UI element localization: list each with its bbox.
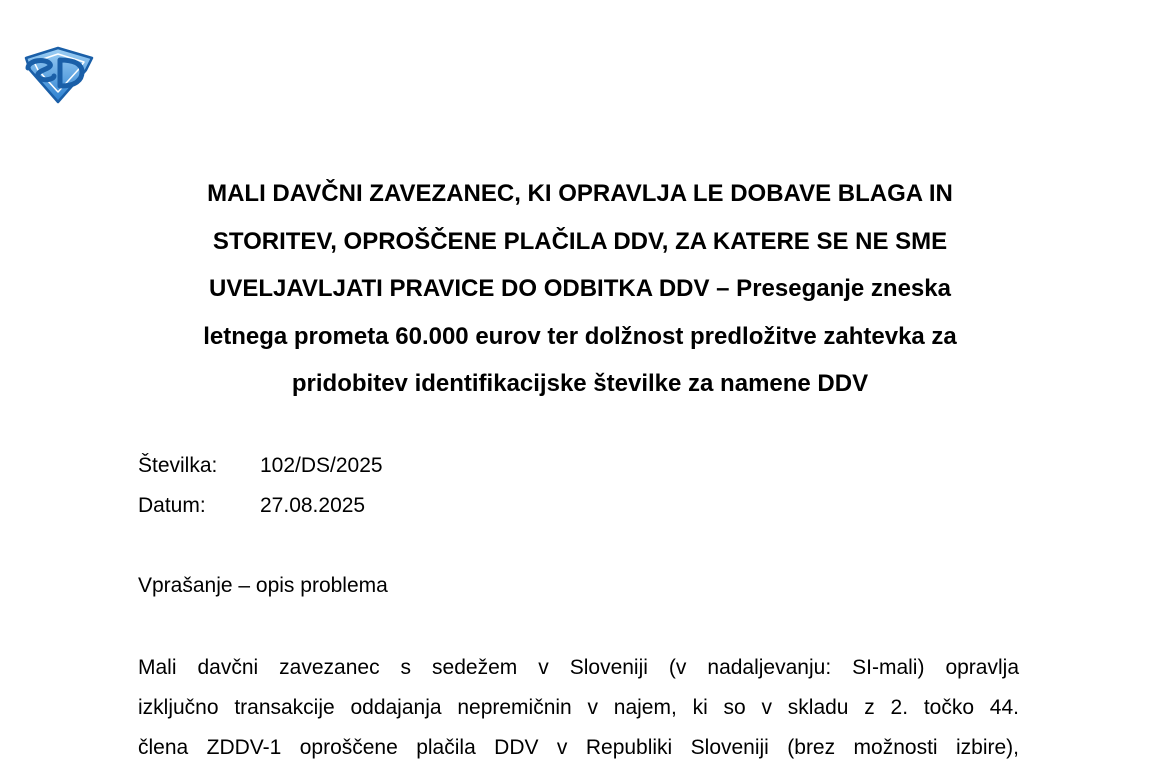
document-number-value: 102/DS/2025 [260,454,383,477]
document-title [140,170,1020,408]
title-line-1: MALI DAVČNI ZAVEZANEC, KI OPRAVLJA LE DOBAVE BLAGA IN [207,180,953,207]
title-line-2: STORITEV, OPROŠČENE PLAČILA DDV, ZA KATERE SE NE SME [212,227,948,255]
sd-logo-icon [20,46,96,104]
body-paragraph [138,648,1019,768]
title-line-3: UVELJAVLJATI PRAVICE DO ODBITKA DDV – Preseganje zneska [209,275,951,302]
title-line-4: letnega prometa 60.000 eurov ter dolžnost predložitve zahtevka za [203,322,957,350]
body-line-1: Mali davčni zavezanec s sedežem v Sloveniji (v nadaljevanju: SI-mali) opravlja [138,656,1019,679]
title-line-5: pridobitev identifikacijske številke za namene DDV [291,370,869,397]
section-heading: Vprašanje – opis problema [138,574,388,597]
document-number-label: Številka: [138,454,218,477]
body-line-2: izključno transakcije oddajanja nepremičnin v najem, ki so v skladu z 2. točko 44. [138,696,1019,719]
document-date-label: Datum: [138,494,206,517]
document-number-row [138,453,383,479]
document-date-row [138,493,365,519]
document-date-value: 27.08.2025 [260,494,366,517]
body-line-3: člena ZDDV-1 oproščene plačila DDV v Republiki Sloveniji (brez možnosti izbire), [138,736,1019,759]
